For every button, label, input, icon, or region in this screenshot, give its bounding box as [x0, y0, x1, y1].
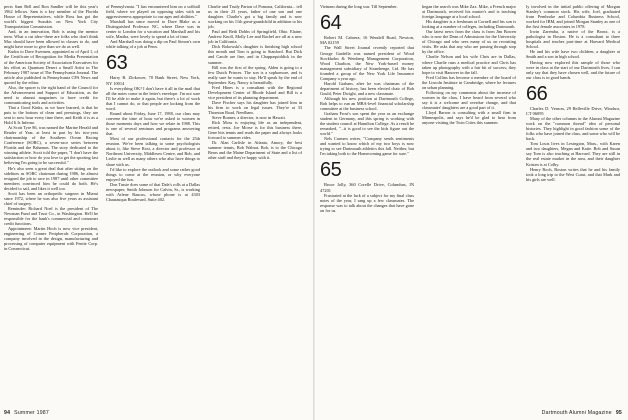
- paragraph: Appointment: Martin Hoch is now vice president, engineering of Conner Peripherals Corporation, a company involved in the design, manufacturing and processing of computer equipment with Fenite Corp. in Connecticut.: [4, 226, 98, 252]
- paragraph: Although his new position at Dartmouth College, Bob helps to run an MBA-level financial scholarship committee at the business school.: [320, 95, 414, 112]
- class-secretary-address: Robert M. Cabrera, 16 Wendell Road, Newton, MA 02159: [320, 35, 414, 46]
- paragraph: Vietnam during the long war. Till September.: [320, 4, 398, 9]
- paragraph: He's also seen a great deal that after sitting on the sidelines as SORC chairman during 1986, he almost resigned the job to race in 1987 until other committee members convinced him he could do both. He's decided to sail, and likes it well too.: [4, 165, 98, 191]
- paragraph: Frustrated at the lack of a subject for my final class notes of the year, I rang up a few classmates. The response was to talk about the changes that have gone on for us.: [320, 192, 414, 214]
- paragraph: That a Good Kinks, as we have learned, is that he puts to the bottom of clean and pressings, they are sent to now hour every time there, and Keith it is as a Hold It Is Inferno.: [4, 104, 98, 126]
- paragraph: Tom Louis lives in Lexington, Mass., with Karen and two daughters, Megan and Katie. Bob and Susan say Tom is also teaching at Harvard. They are still in the real estate market in the area, and their daughter Kristen is at Colby.: [526, 141, 620, 167]
- paragraph: Steve Bonner, a director, is now in Hawaii.: [212, 115, 286, 121]
- magazine-name: Dartmouth Alumni Magazine: [541, 410, 612, 416]
- column-1: [4, 4, 98, 251]
- paragraph: Scott has been an orthopedic surgeon in Miami since 1972, where he was also five years as assistant chief of surgery.: [4, 190, 98, 206]
- paragraph: began the search was Mike Zax. Mike, a French major at Dartmouth, received his master's and is teaching foreign language at a local school.: [422, 4, 516, 20]
- paragraph: Lloyd Barron is consulting with a small firm in Minneapolis, and says he'd be glad to hear from anyone visiting the Twin Cities this summer.: [422, 109, 516, 126]
- paragraph: I'd like to explore the outlook and some rather good things to come at the reunion, or why everyone enjoyed the fun.: [106, 166, 200, 182]
- paragraph: Is everything OK? I don't have it all in the mail that all the notes come in the letter's envelope. I'm not sure I'll be able to make it again, but there's a lot of work that I cannot do, or that people are looking from the word.: [106, 85, 200, 112]
- paragraph: Fred Collins has become a member of the board of the Lincoln Institute in Cambridge, where he lectures on urban planning.: [422, 74, 516, 90]
- paragraph: Kudos to Dave Swensen, appointed as of April 1, of the Certificate of Recognition for Media Presentation of the American Society of Association Executives for his effort as Quantum Desert a Small Artist in The February 1987 issue of The Pennsylvania Journal. The article also published in Pennsylvania CPA News and quoted by the editor.: [4, 49, 98, 85]
- paragraph: of Pennsylvania. "I last encountered him on a softball field, where we played on opposing sides with an aggressiveness appropriate to our ages and abilities.": [106, 4, 200, 20]
- paragraph: Harold Graham, after he was chairman of the department of history, has been elected chair of Bob Gould, Peter Dwight, and a new classmate.: [320, 80, 414, 96]
- paragraph: Nels Carmen writes, "Company sends sentiments and wanted to know which of my two boys is now trying to see Dartmouth athletics this fall. Neither, but I'm taking both to the Homecoming game for sure.": [320, 136, 414, 157]
- class-year-heading: 63: [106, 52, 128, 75]
- paragraph: Dave Fischer says his daughter has joined him in his firm to work on legal issues. They're at 33 Thornton Road, Needham.: [208, 99, 302, 115]
- paragraph: The Wall Street Journal recently reported that George Gardella was named president of Wood Stockholm & Weinberg Management Corporation, Wood Charlton, the New York-based money management subsidiary of Stonehenge, Ltd. He has founded a group of the New York Life Insurance Company a year ago.: [320, 45, 414, 81]
- paragraph: Charlie and Trudy Parton of Pomona, California... tell us in their 23 years, father of one son and one daughter. Charlie's got a big family and is now working on his 11th great-grandchild in addition to his job.: [208, 4, 302, 30]
- paragraph: He and his wife have two children, a daughter at Smith and a son in high school.: [526, 49, 620, 60]
- paragraph: Our latest news from the class is from Jim Bowen who is now the Dean of Admissions for the University of Chicago and who sees many of us on recruiting visits. He asks that any who are passing through stop by the office.: [422, 29, 516, 55]
- class-secretary-address: Harry R. Zlokower, 70 Bank Street, New York, NY 10014: [106, 75, 200, 86]
- class-year-heading: 66: [526, 82, 548, 105]
- column-4: [320, 4, 414, 213]
- paragraph: Marshall has since moved to Dave Blake as a Distinguished Professor NC, where Dave was in center to London for a vacation and Marshall and his wife, Martha, were lovely to spend a lot of time.: [106, 19, 200, 40]
- column-5: [422, 4, 516, 125]
- column-2: [106, 4, 200, 202]
- paragraph: Henry Roch, Boston writes that he and his family took a long trip to the West Coast, and that Mark and his girls are well.: [526, 166, 620, 182]
- paragraph: At Scott Tyre 86, was named the Marine Herald and Reader of Year, at least in part by his two-year chairmanship of the Southern Ocean Racing Conference (SORC), a seven-race series between Florida and the Bahamas. The story dedicated to the winning athlete. Scott told the paper, "I don't have the satisfaction or how do you love to get the sporting fast believing I'm going to be successful.": [4, 125, 98, 166]
- left-page-footer: [4, 410, 49, 416]
- class-secretary-address: Bruce Jolly, 360 Corelle Drive, Columbus, IN 47201: [320, 182, 414, 193]
- paragraph: Rick Moss is enjoying life as an independent, retired, rests. Joe Morse is for this business there, Gene hits tennis and reads the paper and always looks forward to summer rides.: [208, 120, 302, 141]
- page-number: 95: [615, 410, 622, 416]
- paragraph: Charlie Nelson and his wife Chris are in Dallas, where Charlie runs a medical practice and Chris has taken up photography with a fair bit of success; they hope to visit Hanover in the fall.: [422, 54, 516, 75]
- paragraph: Following on my comments about the increase of women in the class, I have heard from several who say it is a welcome and overdue change, and that classmates' daughters are a good part of it.: [422, 89, 516, 110]
- paragraph: Having now explored this sample of those who were in class at the start of our Dartmouth lives, I can only say that they have chosen well, and the future of our class is in good hands.: [526, 59, 620, 80]
- paragraph: Dick Bokowski's daughter is finishing high school this month and Tom is going to Stanford. But Dick and Carole are fine, and in Chappaquiddick in the summer.: [208, 44, 302, 65]
- paragraph: And Marshall was doing a dip on Paul Simon's own while talking of a job at Penn.: [106, 39, 200, 50]
- paragraph: Bill was the first of the spring. Alden is going to a few Dutch Princes. The son is a sophomore, and is really sure he wants to stay. He'll speak by the end of September. Kay, Nancy is beautifully.: [208, 64, 302, 85]
- page-gutter: [313, 0, 315, 420]
- paragraph: His daughter is a freshman at Cornell and his son is looking at a number of colleges, including Dartmouth.: [422, 19, 516, 30]
- paragraph: Round about Friday, June 17, 1988, our class may convene the time of hour we're asked to women in those moments days and how we relate in 1988. This is one of several seminars and programs answering that.: [106, 111, 200, 137]
- paragraph: pects Sam Bell and Ron Sandler will be this year's 1962 fellows. Sam is a key member of the Florida House of Representatives, while Ross has got the world's biggest Suzukis on New York City Transportation Commission.: [4, 4, 98, 30]
- page-number: 94: [4, 410, 11, 416]
- paragraph: Dr. Alan Carlisle in Atlanta, Amory, the best summer tennis, Bob Walnut, Bob, is to the Chicago Bears and the Maine Department of State and a list of other stuff and they're happy with it.: [208, 140, 302, 161]
- class-secretary-address: Charles D. Vernon, 29 Belleville Drive, Windsor, CT 06095: [526, 105, 620, 116]
- paragraph: Also, the spacer is the right hand of the Council for the Advancement and Support of Education, as the need to alumni magazines to have credit for communicating tools and activities.: [4, 84, 98, 105]
- paragraph: Fred Hines is a consultant with the Regional Development Center of Rhode Island and Bill is a vice president of its planning department.: [208, 84, 302, 100]
- column-6: [526, 4, 620, 182]
- class-year-heading: 64: [320, 12, 342, 35]
- right-page-footer: [542, 410, 622, 416]
- paragraph: ly involved in the initial public offering of Morgan Stanley's common stock. His wife, Joel, graduated from Pembroke and Columbia Business School, worked for IBM, and joined Morgan Stanley as one of the first female associates in 1978.: [526, 4, 620, 30]
- paragraph: Irwin Zaremba, a native of the Bronx, is a pathologist in Boston. He is a consultant to three hospitals and teaches part-time at Harvard Medical School.: [526, 29, 620, 50]
- paragraph: Many of the other columns in the Alumni Magazine work on the "common thread" idea of personal histories. They highlight in good fashion some of the folks who have joined the class, and some who will be back.: [526, 116, 620, 142]
- paragraph: And, in an innovation, Bob is using the mentor term. What a cut idea--there are folks who don't think Mac should have been allowed in classes to do, and might have more to give than we do as well.: [4, 29, 98, 50]
- column-3: [208, 4, 302, 160]
- paragraph: Reminder: Richard Noel is the president of The Newman Fund and Trust Co., in Washington. He'll be responsible for the bank's commercial and consumer credit functions.: [4, 205, 98, 227]
- paragraph: Paul and Beth Dobbs of Springfield, Ohio. Elaine, Andrew Knoll, Molly Lee and Rachel are all at a new job in California.: [208, 29, 302, 45]
- paragraph: Don Tassie does some of that Dale's rolls at a Dallas newspaper, Smith Johnson for Calvin, Sr., is working with Arlene Baucus, whose phone is at 4303 Chautauqua Boulevard, Suite 402.: [106, 181, 200, 202]
- paragraph: Graham Frost's son spent the year as an exchange student in Germany, and this spring is working with the student council at Hamilton College. As a result he remarked, "...it is good to see the kids figure out the world.": [320, 111, 414, 137]
- class-year-heading: 65: [320, 159, 342, 182]
- issue-date: Summer 1987: [14, 410, 49, 416]
- paragraph: Most of our professional contacts for the 25th reunion. We've been talking to some psychologists about it, like Steve Rost, a director and professor at Northeast University, Middlesex Centre, and Bob, and Leslie as well as many others who also have things to share with us.: [106, 136, 200, 167]
